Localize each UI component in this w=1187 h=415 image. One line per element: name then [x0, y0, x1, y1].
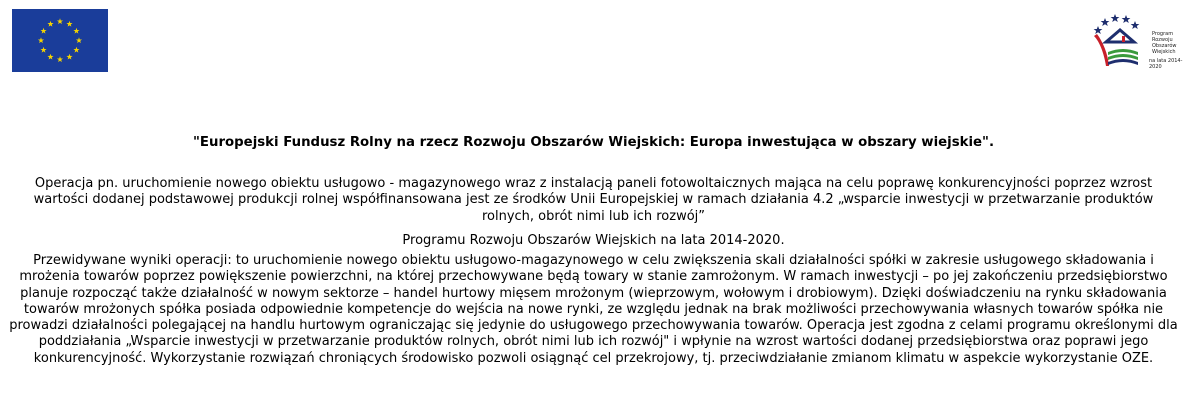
eu-flag-icon	[12, 9, 108, 72]
prow-text-line-4: Wiejskich	[1152, 49, 1176, 55]
prow-text-line-1: Program	[1152, 31, 1174, 37]
prow-years: na lata 2014-2020	[1149, 58, 1183, 70]
operation-description: Operacja pn. uruchomienie nowego obiektu usługowo - magazynowego wraz z instalacją paneli fotowoltaicznych mająca na celu poprawę konkurencyjności poprzez wzrost wartości dodanej podstawowej produkcji rolnej współfinansowana jest ze środków Unii Europejskiej w ramach działania 4.2 „wsparcie inwestycji w przetwarzanie produktów rolnych, obrót nimi lub ich rozwój”	[33, 176, 1154, 224]
program-name: Programu Rozwoju Obszarów Wiejskich na lata 2014-2020.	[402, 233, 785, 248]
prow-logo-text	[1152, 31, 1177, 55]
expected-results: Przewidywane wyniki operacji: to uruchomienie nowego obiektu usługowo-magazynowego w celu zwiększenia skali działalności spółki w zakresie usługowego składowania i mrożenia towarów poprzez powiększenie powierzchni, na której przechowywane będą towary w stanie zamrożonym. W ramach inwestycji – po jej zakończeniu przedsiębiorstwo planuje rozpocząć także działalność w nowym sektorze – handel hurtowy mięsem mrożonym (wieprzowym, wołowym i drobiowym). Dzięki doświadczeniu na rynku składowania towarów mrożonych spółka posiada odpowiednie kompetencje do wejścia na nowe rynki, ze względu jednak na brak możliwości przechowywania własnych towarów spółka nie prowadzi działalności polegającej na handlu hurtowym ograniczając się jedynie do usługowego przechowywania towarów. Operacja jest zgodna z celami programu określonymi dla poddziałania „Wsparcie inwestycji w przetwarzanie produktów rolnych, obrót nimi lub ich rozwój" i wpłynie na wzrost wartości dodanej przedsiębiorstwa oraz poprawi jego konkurencyjność. Wykorzystanie rozwiązań chroniących środowisko pozwoli osiągnąć cel przekrojowy, tj. przeciwdziałanie zmianom klimatu w aspekcie wykorzystanie OZE.	[9, 253, 1178, 366]
page-title: "Europejski Fundusz Rolny na rzecz Rozwoju Obszarów Wiejskich: Europa inwestująca w obszary wiejskie".	[192, 135, 995, 150]
prow-text-line-3: Obszarów	[1152, 43, 1177, 49]
prow-text-line-2: Rozwoju	[1152, 37, 1173, 43]
